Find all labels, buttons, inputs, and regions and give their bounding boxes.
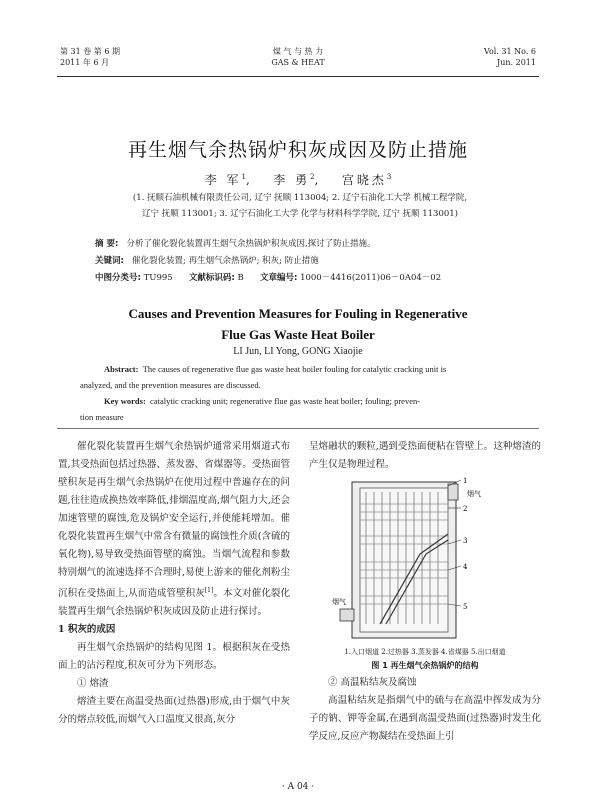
journal-name-cn: 煤 气 与 热 力: [272, 47, 324, 56]
abstract-label-en: Abstract:: [104, 364, 139, 374]
author-affiliation-mark: 2: [310, 173, 315, 181]
abstract-text-cn: 分析了催化裂化装置再生烟气余热锅炉积灰成因,探讨了防止措施。: [126, 239, 376, 249]
keywords-text-en-line: catalytic cracking unit; regenerative flue gas waste heat boiler; fouling; preven-: [150, 396, 421, 406]
figure-callout-1: 1: [463, 477, 468, 485]
affiliations-cn: [60, 190, 540, 222]
figure-caption: 图 1 再生烟气余热锅炉的结构: [371, 661, 479, 670]
header-volume-en: [484, 46, 536, 68]
paragraph: 再生烟气余热锅炉的结构见图 1。根据积灰在受热面上的沾污程度,积灰可分为下列形态。: [58, 642, 290, 672]
clc-label: 中图分类号:: [95, 273, 141, 283]
reference-mark: [1]: [204, 587, 214, 594]
authors-en: LI Jun, LI Yong, GONG Xiaojie: [233, 346, 363, 357]
figure-legend: 1.入口烟道 2.过热器 3.蒸发器 4.省煤器 5.出口烟道: [344, 648, 506, 656]
subsection-heading: ② 高温粘结灰及腐蚀: [328, 677, 417, 688]
gas-outlet-label: 烟气: [467, 490, 481, 498]
title-en-line: Causes and Prevention Measures for Fouling in Regenerative: [128, 306, 468, 321]
affiliation-line: 辽宁 抚顺 113001; 3. 辽宁石油化工大学 化学与材料科学学院, 辽宁 抚顺 113001): [141, 209, 458, 219]
author-affiliation-mark: 3: [386, 173, 392, 181]
article-title-en: [0, 303, 596, 345]
keywords-label-cn: 关键词:: [95, 256, 124, 266]
author-affiliation-mark: 1: [241, 173, 246, 181]
figure-callout-4: 4: [463, 563, 468, 571]
abstract-cn: [95, 236, 515, 253]
keywords-text-en-line: tion measure: [80, 412, 124, 422]
subsection-heading: ① 熔渣: [77, 678, 109, 690]
body-right-column: [309, 438, 541, 474]
keywords-en: [80, 393, 520, 425]
boiler-structure-figure: [330, 474, 520, 642]
figure-callout-2: 2: [463, 505, 468, 513]
keywords-text-cn: 催化裂化装置; 再生烟气余热锅炉; 积灰; 防止措施: [132, 256, 319, 266]
journal-name-en: GAS & HEAT: [271, 58, 325, 67]
keywords-label-en: Key words:: [104, 396, 146, 406]
abstract-text-en-line: The causes of regenerative flue gas waste heat boiler fouling for catalytic cracking unit is: [142, 364, 447, 374]
classification-line: [95, 270, 515, 287]
date-cn: 2011 年 6 月: [60, 58, 110, 67]
paragraph-continued: 呈熔融状的颗粒,遇到受热面便粘在管壁上。这种熔渣的产生仅是物理过程。: [309, 441, 541, 470]
article-title-cn: 再生烟气余热锅炉积灰成因及防止措施: [127, 139, 468, 161]
author-name: 宫晓杰: [341, 173, 387, 187]
header-divider: [57, 76, 539, 77]
abstract-label-cn: 摘 要:: [95, 239, 119, 249]
title-en-line: Flue Gas Waste Heat Boiler: [221, 327, 375, 342]
article-id-label: 文章编号:: [259, 273, 298, 283]
article-id: 1000－4416(2011)06－0A04－02: [300, 273, 442, 283]
doc-code: B: [237, 273, 244, 283]
abstract-en: [80, 361, 520, 393]
keywords-cn: [95, 253, 515, 270]
paragraph: 熔渣主要在高温受热面(过热器)形成,由于烟气中灰分的熔点较低,而烟气入口温度又很高,灰分: [58, 696, 290, 726]
figure-callout-3: 3: [463, 537, 468, 545]
page-number: · A 04 ·: [281, 782, 315, 792]
abstract-text-en-line: analyzed, and the prevention measures are discussed.: [80, 380, 261, 390]
volume-issue-cn: 第 31 卷 第 6 期: [60, 47, 120, 56]
body-left-column: [58, 438, 290, 729]
clc-code: TU995: [143, 273, 173, 283]
author-name: 李 军: [204, 173, 242, 187]
doc-code-label: 文献标识码:: [188, 273, 235, 283]
abstract-divider: [57, 428, 539, 429]
section-heading: 1 积灰的成因: [58, 624, 116, 636]
volume-issue-en: Vol. 31 No. 6: [483, 47, 536, 56]
gas-inlet-label: 烟气: [332, 598, 346, 606]
affiliation-line: (1. 抚顺石油机械有限责任公司, 辽宁 抚顺 113004; 2. 辽宁石油化工大学 机械工程学院,: [132, 193, 468, 203]
paragraph: 高温粘结灰是指烟气中的硫与在高温中挥发成为分子的钠、钾等金属,在遇到高温受热面(过热器)时发生化学反应,反应产物凝结在受热面上引: [309, 695, 541, 742]
figure-callout-5: 5: [463, 603, 468, 611]
body-right-column-lower: [309, 674, 541, 746]
authors-cn: 李 军$^1$, 李 勇$^2$, 宫晓杰$^3$: [204, 173, 392, 187]
author-name: 李 勇: [273, 173, 311, 187]
intro-paragraph: 催化裂化装置再生烟气余热锅炉通常采用烟道式布置,其受热面包括过热器、蒸发器、省煤器等。受热面管壁积灰是再生烟气余热锅炉在使用过程中普遍存在的问题,往往造成换热效率降低,排烟温度高,烟气阻力大,还会加速管壁的腐蚀,危及锅炉安全运行,并使能耗增加。催化裂化装置再生烟气中常含有微量的腐蚀性介质(含硫的氧化物),易导致受热面管壁的腐蚀。当烟气流程和参数特别烟气的流速选择不合理时,易使上游来的催化剂粉尘沉积在受热面上,从而造成管壁积灰[1]。本文对催化裂化装置再生烟气余热锅炉积灰成因及防止进行探讨。: [58, 441, 290, 618]
date-en: Jun. 2011: [497, 58, 536, 67]
